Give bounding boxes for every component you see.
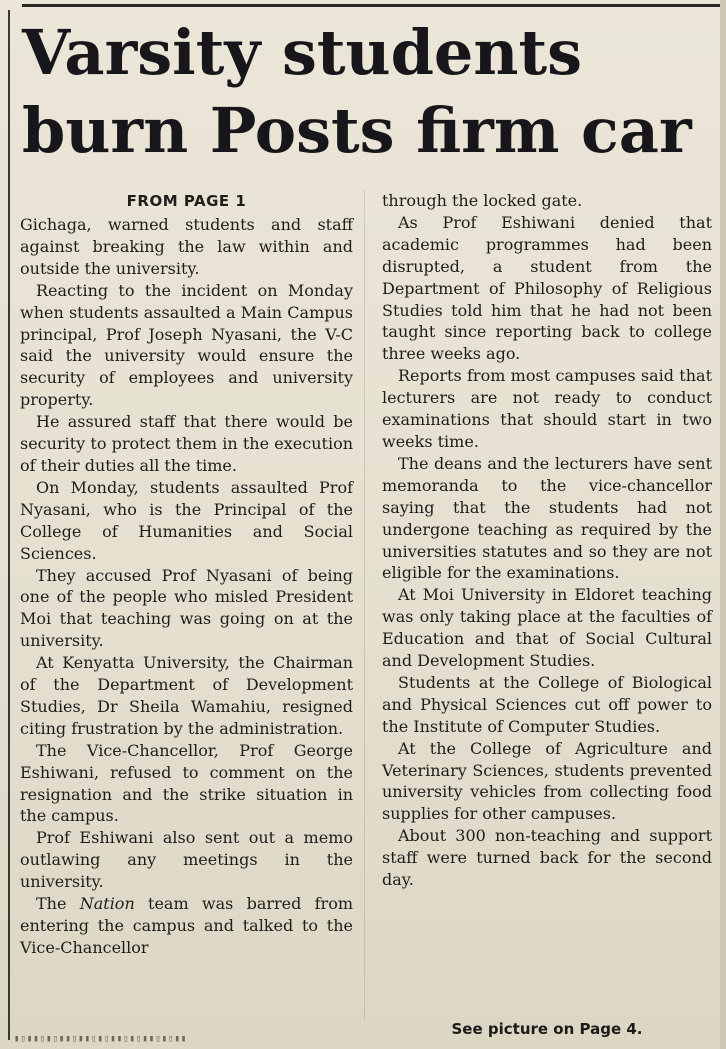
paragraph: The Vice-Chancellor, Prof George Eshiwani, refused to comment on the resignation and the strike situation in the campus. [20,740,353,826]
paragraph: Reports from most campuses said that lecturers are not ready to conduct examinations that should start in two weeks time. [382,366,712,451]
paragraph: He assured staff that there would be security to protect them in the execution of their duties all the time. [20,412,353,475]
clipping-edge-marks: ▮▯▮▮▯▮▯▮▮▯▮▮▯▮▯▮▮▯▮▯▮▮▯▮▯▮▮ [14,1034,188,1044]
see-picture-note: See picture on Page 4. [451,1020,643,1038]
text-span: The [36,894,80,914]
paragraph: At Kenyatta University, the Chairman of the Department of Development Studies, Dr Sheila Wamahiu, resigned citing frustration by the administration. [20,653,353,738]
continuation-label: FROM PAGE 1 [126,192,247,210]
paragraph: As Prof Eshiwani denied that academic programmes had been disrupted, a student from the Department of Philosophy of Religious Studies told him that he had not been taught since reporting back to college three weeks ago. [382,212,712,364]
paragraph: At Moi University in Eldoret teaching was only taking place at the faculties of Education and that of Social Cultural and Development Studies. [382,585,712,671]
paragraph: Reacting to the incident on Monday when students assaulted a Main Campus principal, Prof Joseph Nyasani, the V-C said the university would ensure the security of employees and university property. [20,280,353,410]
text-span: team was barred from entering the campus and talked to the Vice-Chancellor [20,894,354,957]
paragraph: On Monday, students assaulted Prof Nyasani, who is the Principal of the College of Humanities and Social Sciences. [20,477,353,563]
right-edge [720,0,726,1049]
paragraph: The deans and the lecturers have sent memoranda to the vice-chancellor saying that the students had not undergone teaching as required by the universities statutes and so they are not eligible for the examinations. [382,453,712,583]
paragraph: Prof Eshiwani also sent out a memo outlawing any meetings in the university. [20,828,353,892]
paragraph: Students at the College of Biological and Physical Sciences cut off power to the Institute of Computer Studies. [382,672,712,736]
paragraph-nation [20,893,353,959]
paragraph: They accused Prof Nyasani of being one of the people who misled President Moi that teaching was going on at the university. [20,565,353,651]
column-divider [364,190,365,1020]
paragraph: At the College of Agriculture and Veterinary Sciences, students prevented university vehicles from collecting food supplies for other campuses. [382,738,712,824]
paragraph: through the locked gate. [382,191,583,210]
left-column [20,190,353,959]
publication-name: Nation [79,894,135,914]
top-rule [22,4,722,7]
left-rule [8,10,10,1040]
headline: Varsity students burn Posts firm car [22,16,692,167]
paragraph: Gichaga, warned students and staff against breaking the law within and outside the university. [20,215,353,278]
right-column [382,190,712,891]
paragraph: About 300 non-teaching and support staff were turned back for the second day. [382,826,712,890]
